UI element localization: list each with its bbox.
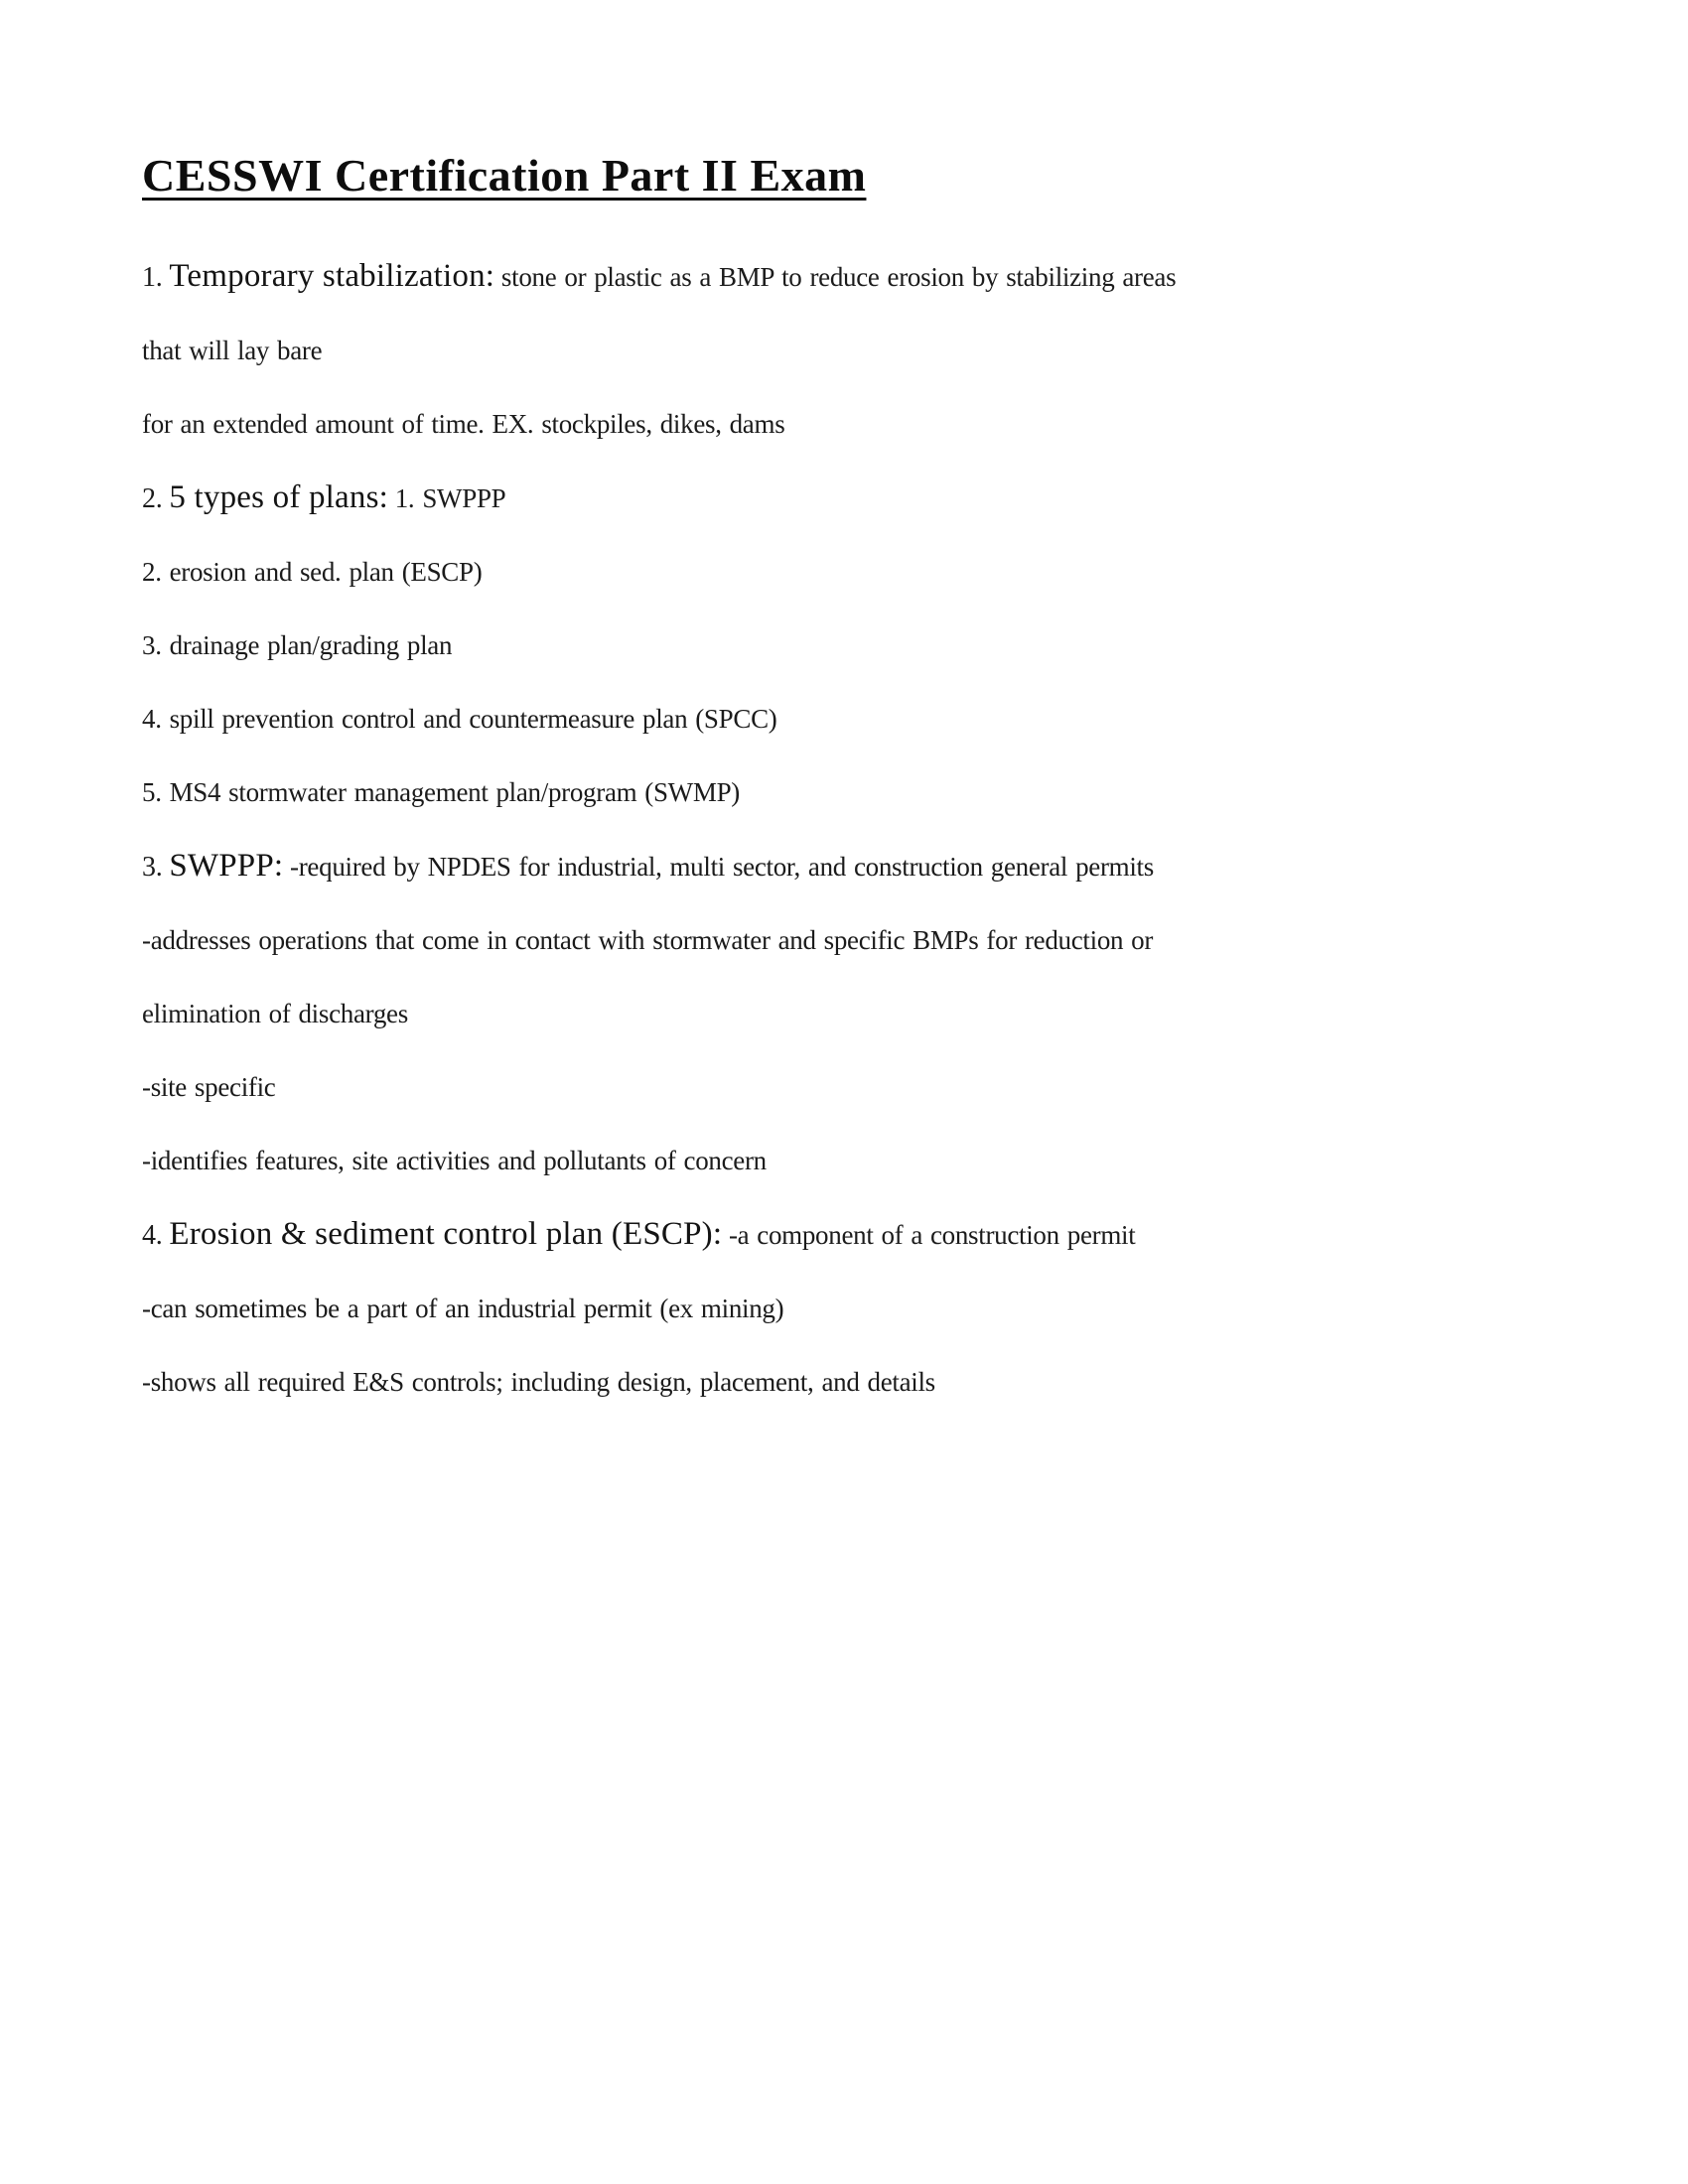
item-number: 2. bbox=[142, 483, 163, 514]
item-number: 4. bbox=[142, 1220, 163, 1251]
paragraph-continuation bbox=[142, 1292, 1539, 1326]
item-text: 1. SWPPP bbox=[394, 483, 506, 513]
paragraph-continuation bbox=[142, 407, 1539, 442]
item-text: -addresses operations that come in contact with stormwater and specific BMPs for reduction or bbox=[142, 925, 1154, 955]
item-number: 1. bbox=[142, 262, 163, 293]
item-term: Temporary stabilization: bbox=[169, 258, 495, 294]
item-text: -site specific bbox=[142, 1072, 276, 1102]
item-text: -can sometimes be a part of an industrial permit (ex mining) bbox=[142, 1294, 784, 1323]
paragraph-item-2 bbox=[142, 480, 1539, 516]
paragraph-sublist bbox=[142, 555, 1539, 590]
item-term: 5 types of plans: bbox=[169, 479, 388, 515]
paragraph-item-1 bbox=[142, 259, 1539, 295]
paragraph-item-3 bbox=[142, 849, 1539, 885]
paragraph-sublist bbox=[142, 628, 1539, 663]
item-text: 2. erosion and sed. plan (ESCP) bbox=[142, 557, 483, 587]
item-text: for an extended amount of time. EX. stockpiles, dikes, dams bbox=[142, 409, 785, 439]
item-text: stone or plastic as a BMP to reduce erosion by stabilizing areas bbox=[500, 262, 1177, 292]
paragraph-sublist bbox=[142, 702, 1539, 737]
item-text: 4. spill prevention control and countermeasure plan (SPCC) bbox=[142, 704, 777, 734]
item-text: that will lay bare bbox=[142, 336, 323, 365]
document-title: CESSWI Certification Part II Exam bbox=[142, 150, 867, 201]
item-text: -identifies features, site activities and pollutants of concern bbox=[142, 1146, 767, 1175]
item-text: 3. drainage plan/grading plan bbox=[142, 630, 453, 660]
item-text: -required by NPDES for industrial, multi sector, and construction general permits bbox=[290, 852, 1154, 882]
paragraph-sublist bbox=[142, 775, 1539, 810]
paragraph-continuation bbox=[142, 1144, 1539, 1178]
item-number: 3. bbox=[142, 852, 163, 883]
item-text: -a component of a construction permit bbox=[728, 1220, 1136, 1250]
item-term: SWPPP: bbox=[169, 848, 284, 884]
paragraph-continuation bbox=[142, 1070, 1539, 1105]
paragraph-item-4 bbox=[142, 1217, 1539, 1253]
item-text: 5. MS4 stormwater management plan/program (SWMP) bbox=[142, 777, 740, 807]
item-text: elimination of discharges bbox=[142, 999, 408, 1028]
paragraph-continuation bbox=[142, 1365, 1539, 1400]
paragraph-continuation bbox=[142, 334, 1539, 368]
paragraph-continuation bbox=[142, 997, 1539, 1031]
item-term: Erosion & sediment control plan (ESCP): bbox=[169, 1216, 723, 1252]
item-text: -shows all required E&S controls; including design, placement, and details bbox=[142, 1367, 935, 1397]
paragraph-continuation bbox=[142, 923, 1539, 958]
